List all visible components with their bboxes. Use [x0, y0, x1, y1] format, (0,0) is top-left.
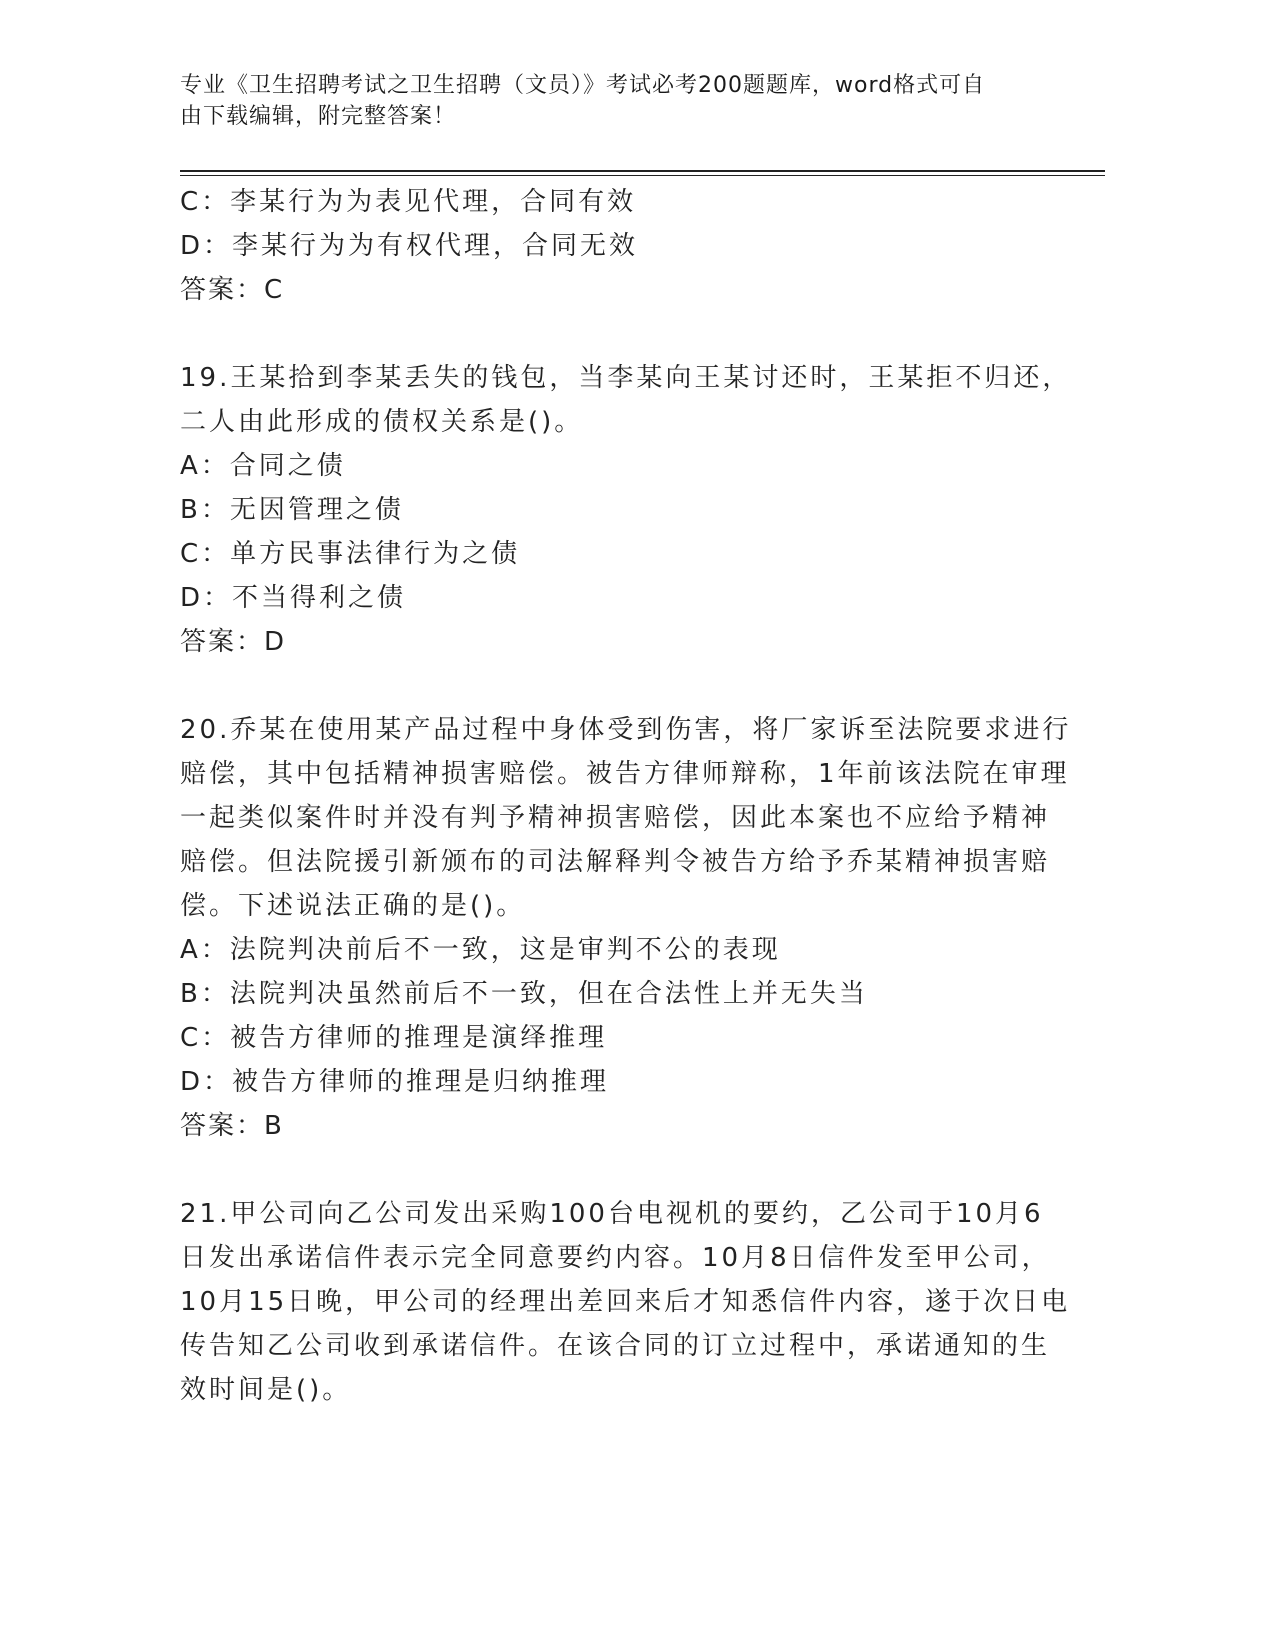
- answer-line: 答案：D: [180, 627, 287, 657]
- question-stem-line: 偿。下述说法正确的是()。: [180, 891, 526, 921]
- question-18-tail: [180, 180, 1060, 312]
- question-stem-line: 20.乔某在使用某产品过程中身体受到伤害，将厂家诉至法院要求进行: [180, 715, 1072, 745]
- question-stem-line: 传告知乙公司收到承诺信件。在该合同的订立过程中，承诺通知的生: [180, 1331, 1051, 1361]
- question-20: [180, 708, 1072, 1148]
- option-b: B：法院判决虽然前后不一致，但在合法性上并无失当: [180, 979, 868, 1009]
- question-stem-line: 21.甲公司向乙公司发出采购100台电视机的要约，乙公司于10月6: [180, 1199, 1044, 1229]
- option-d: D：李某行为为有权代理，合同无效: [180, 231, 639, 261]
- answer-line: 答案：B: [180, 1111, 284, 1141]
- question-stem-line: 日发出承诺信件表示完全同意要约内容。10月8日信件发至甲公司，: [180, 1243, 1051, 1273]
- document-body: [180, 180, 1072, 1412]
- question-stem-line: 效时间是()。: [180, 1375, 352, 1405]
- question-stem-line: 赔偿。但法院援引新颁布的司法解释判令被告方给予乔某精神损害赔: [180, 847, 1051, 877]
- header-rule-thin: [180, 175, 1105, 176]
- question-stem-line: 一起类似案件时并没有判予精神损害赔偿，因此本案也不应给予精神: [180, 803, 1051, 833]
- option-c: C：单方民事法律行为之债: [180, 539, 521, 569]
- option-d: D：不当得利之债: [180, 583, 407, 613]
- option-c: C：李某行为为表见代理，合同有效: [180, 187, 637, 217]
- question-stem-line: 赔偿，其中包括精神损害赔偿。被告方律师辩称，1年前该法院在审理: [180, 759, 1070, 789]
- answer-line: 答案：C: [180, 275, 285, 305]
- document-header: [180, 70, 1040, 132]
- option-c: C：被告方律师的推理是演绎推理: [180, 1023, 608, 1053]
- header-title-line-1: 专业《卫生招聘考试之卫生招聘（文员）》考试必考200题题库，word格式可自: [180, 73, 986, 98]
- question-stem-line: 10月15日晚，甲公司的经理出差回来后才知悉信件内容，遂于次日电: [180, 1287, 1071, 1317]
- question-stem-line: 19.王某拾到李某丢失的钱包，当李某向王某讨还时，王某拒不归还，: [180, 363, 1072, 393]
- question-21: [180, 1192, 1071, 1412]
- option-a: A：合同之债: [180, 451, 346, 481]
- header-rule-thick: [180, 170, 1105, 172]
- question-19: [180, 356, 1072, 664]
- question-stem-line: 二人由此形成的债权关系是()。: [180, 407, 584, 437]
- option-b: B：无因管理之债: [180, 495, 404, 525]
- option-d: D：被告方律师的推理是归纳推理: [180, 1067, 610, 1097]
- header-title-line-2: 由下载编辑，附完整答案！: [180, 104, 457, 129]
- option-a: A：法院判决前后不一致，这是审判不公的表现: [180, 935, 781, 965]
